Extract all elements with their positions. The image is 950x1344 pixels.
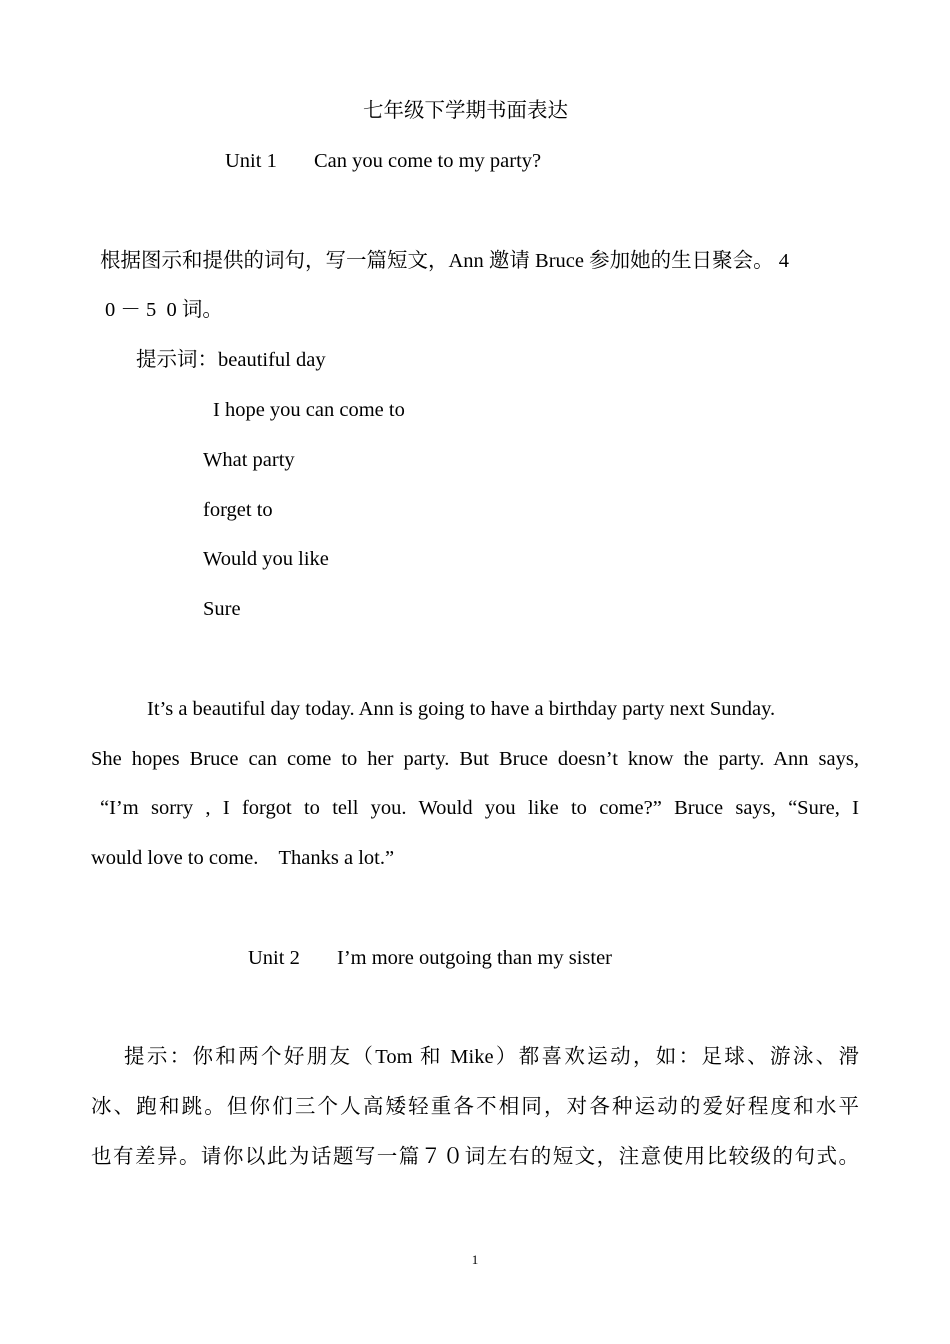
unit1-hint-item: Would you like — [203, 548, 329, 570]
unit1-heading-number: Unit 1 — [225, 150, 277, 172]
unit1-essay-line: would love to come. Thanks a lot.” — [91, 847, 395, 869]
unit1-essay-line: She hopes Bruce can come to her party. But Bruce doesn’t know the party. Ann says, — [91, 748, 859, 770]
unit1-hint-item: Sure — [203, 598, 241, 620]
unit1-instruction-line-1: 根据图示和提供的词句，写一篇短文，Ann 邀请 Bruce 参加她的生日聚会。 4 — [100, 250, 790, 272]
unit1-hint-item: forget to — [203, 499, 273, 521]
unit2-heading-title: I’m more outgoing than my sister — [337, 947, 612, 969]
page-number: 1 — [471, 1252, 479, 1267]
unit1-essay-line: “I’m sorry , I forgot to tell you. Would you like to come?” Bruce says, “Sure, I — [100, 797, 859, 819]
unit1-instruction-line-2: 0 － 5 0 词。 — [105, 299, 223, 321]
unit1-heading-title: Can you come to my party? — [314, 150, 542, 172]
unit1-essay-line: It’s a beautiful day today. Ann is going to have a birthday party next Sunday. — [147, 698, 776, 720]
unit2-prompt-line: 提示：你和两个好朋友（Tom 和 Mike）都喜欢运动，如：足球、游泳、滑 — [124, 1046, 859, 1068]
unit1-hint-label: 提示词：beautiful day — [136, 349, 326, 371]
unit1-hint-item: I hope you can come to — [213, 399, 405, 421]
document-title: 七年级下学期书面表达 — [363, 100, 568, 122]
unit2-heading-number: Unit 2 — [248, 947, 300, 969]
unit2-prompt-line: 冰、跑和跳。但你们三个人高矮轻重各不相同，对各种运动的爱好程度和水平 — [91, 1096, 859, 1118]
unit1-hint-item: What party — [203, 449, 295, 471]
unit2-prompt-line: 也有差异。请你以此为话题写一篇７０词左右的短文，注意使用比较级的句式。 — [91, 1146, 859, 1168]
